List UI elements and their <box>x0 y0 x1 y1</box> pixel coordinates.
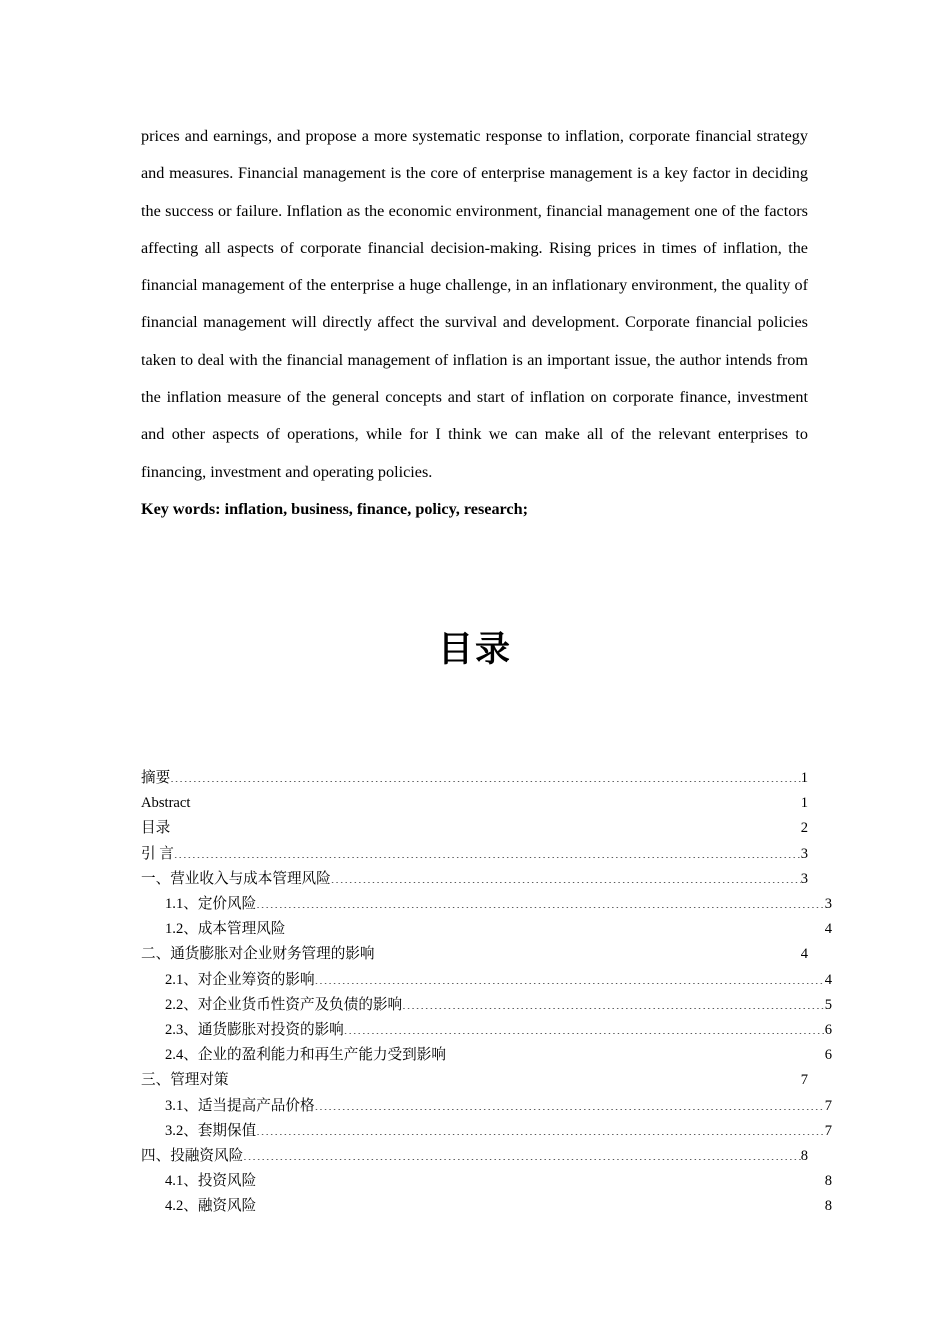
abstract-paragraph: prices and earnings, and propose a more systematic response to inflation, corporate financial strategy and measures. Financial management is the core of enterprise management is a key factor in deciding the success or failure. Inflation as the economic environment, financial management one of the factors affecting all aspects of corporate financial decision-making. Rising prices in times of inflation, the financial management of the enterprise a huge challenge, in an inflationary environment, the quality of financial management will directly affect the survival and development. Corporate financial policies taken to deal with the financial management of inflation is an important issue, the author intends from the inflation measure of the general concepts and start of inflation on corporate finance, investment and other aspects of operations, while for I think we can make all of the relevant enterprises to financing, investment and operating policies. <box>141 127 808 481</box>
toc-entry-title: 2.2、对企业货币性资产及负债的影响 <box>165 996 403 1013</box>
toc-entry[interactable] <box>141 1018 832 1043</box>
toc-leader-dots <box>256 1196 824 1211</box>
toc-entry[interactable] <box>141 942 808 967</box>
toc-entry-title: 2.3、通货膨胀对投资的影响 <box>165 1022 344 1039</box>
toc-leader-dots <box>446 1045 825 1060</box>
toc-entry-page-number: 1 <box>800 795 808 812</box>
toc-entry-title: 引 言 <box>141 845 174 862</box>
toc-entry-title: 摘要 <box>141 770 171 786</box>
toc-entry-title: 二、通货膨胀对企业财务管理的影响 <box>141 946 375 963</box>
toc-leader-dots <box>344 1019 825 1034</box>
toc-entry-title: 1.2、成本管理风险 <box>165 921 286 938</box>
toc-entry-title: 一、营业收入与成本管理风险 <box>141 870 331 887</box>
toc-entry-page-number: 8 <box>824 1173 832 1190</box>
toc-leader-dots <box>170 818 801 833</box>
abstract-body-block <box>141 118 808 528</box>
toc-entry-page-number: 6 <box>824 1022 832 1039</box>
toc-entry-title: 四、投融资风险 <box>141 1148 244 1165</box>
toc-leader-dots <box>229 1070 801 1085</box>
toc-entry[interactable] <box>141 1144 808 1169</box>
toc-entry-title: 1.1、定价风险 <box>165 896 257 913</box>
toc-leader-dots <box>402 994 825 1009</box>
toc-entry-title: 3.2、套期保值 <box>165 1122 257 1139</box>
toc-entry-title: 目录 <box>141 820 171 837</box>
toc-entry-page-number: 4 <box>800 946 808 963</box>
toc-entry-page-number: 8 <box>800 1148 808 1165</box>
toc-entry[interactable] <box>141 766 808 791</box>
toc-entry-page-number: 3 <box>800 870 808 887</box>
toc-entry[interactable] <box>141 968 832 993</box>
toc-entry[interactable] <box>141 867 808 892</box>
toc-entry-page-number: 7 <box>800 1072 808 1089</box>
toc-leader-dots <box>256 1120 824 1135</box>
toc-leader-dots <box>331 868 801 883</box>
toc-entry[interactable] <box>141 917 832 942</box>
toc-entry[interactable] <box>141 1043 832 1068</box>
toc-entry-page-number: 4 <box>824 971 832 988</box>
toc-entry-page-number: 1 <box>800 770 808 786</box>
toc-leader-dots <box>243 1145 801 1160</box>
toc-leader-dots <box>174 843 801 858</box>
toc-leader-dots <box>256 1171 824 1186</box>
toc-leader-dots <box>190 793 800 808</box>
toc-leader-dots <box>170 767 801 782</box>
toc-entry[interactable] <box>141 816 808 841</box>
toc-leader-dots <box>256 893 824 908</box>
keywords-line: Key words: inflation, business, finance, policy, research; <box>141 499 529 518</box>
toc-entry-title: 2.4、企业的盈利能力和再生产能力受到影响 <box>165 1047 446 1064</box>
toc-entry-title: 4.1、投资风险 <box>165 1173 257 1190</box>
toc-entry-title: 2.1、对企业筹资的影响 <box>165 971 315 988</box>
toc-entry-page-number: 6 <box>824 1047 832 1064</box>
toc-entry-title: 4.2、融资风险 <box>165 1198 257 1215</box>
toc-entry-page-number: 2 <box>800 820 808 837</box>
toc-entry-page-number: 3 <box>800 845 808 862</box>
toc-entry-page-number: 8 <box>824 1198 832 1215</box>
toc-entry-title: Abstract <box>141 795 191 812</box>
toc-entry[interactable] <box>141 1068 808 1093</box>
toc-entry-page-number: 7 <box>824 1097 832 1114</box>
toc-entry-title: 3.1、适当提高产品价格 <box>165 1097 315 1114</box>
table-of-contents-heading: 目录 <box>437 629 512 670</box>
toc-leader-dots <box>375 944 801 959</box>
toc-leader-dots <box>315 969 825 984</box>
toc-leader-dots <box>285 919 824 934</box>
toc-entry[interactable] <box>141 892 832 917</box>
toc-entry[interactable] <box>141 1169 832 1194</box>
toc-entry-page-number: 3 <box>824 896 832 913</box>
table-of-contents-list <box>141 766 832 1220</box>
toc-entry-page-number: 4 <box>824 921 832 938</box>
toc-entry[interactable] <box>141 993 832 1018</box>
toc-entry-page-number: 5 <box>824 996 832 1013</box>
toc-entry[interactable] <box>141 842 808 867</box>
toc-entry[interactable] <box>141 1119 832 1144</box>
toc-entry-title: 三、管理对策 <box>141 1072 229 1089</box>
toc-entry[interactable] <box>141 791 808 816</box>
toc-entry-page-number: 7 <box>824 1122 832 1139</box>
toc-entry[interactable] <box>141 1194 832 1219</box>
toc-leader-dots <box>315 1095 825 1110</box>
toc-entry[interactable] <box>141 1094 832 1119</box>
